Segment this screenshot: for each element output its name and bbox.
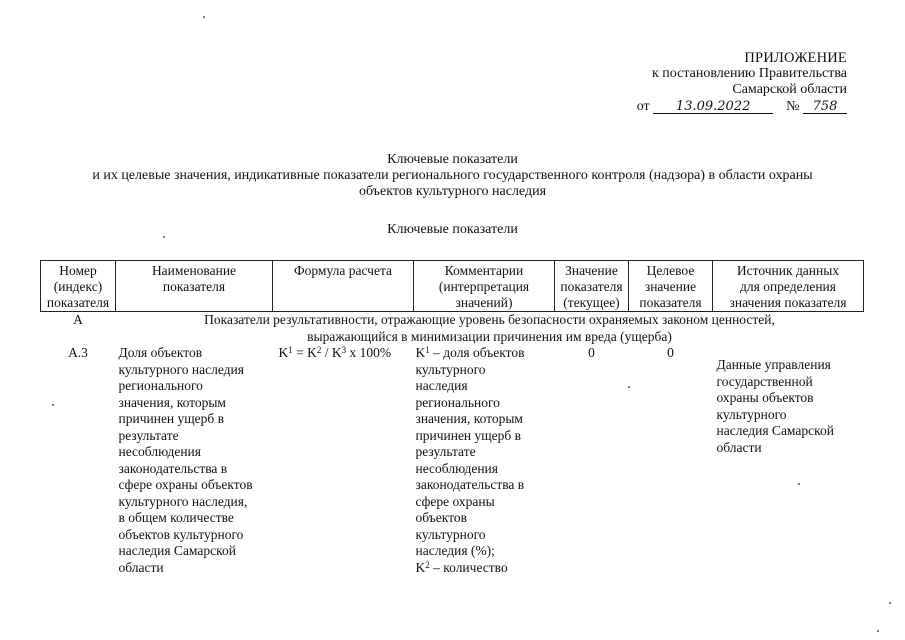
row-code: А.3	[68, 345, 88, 360]
category-text: Показатели результативности, отражающие уровень безопасности охраняемых законом ценностей, выражающийся в минимизации причинения им вреда (ущерба)	[204, 312, 775, 344]
table-header-row	[41, 261, 864, 312]
scan-speck	[798, 483, 800, 485]
document-title	[40, 152, 865, 200]
row-comment: $K^1$ – доля объектов культурного наследия регионального значения, которым причинен ущерб в результате несоблюдения законодательства в сфере охраны объектов культурного наследия (%); $K^2$ – количество	[415, 345, 525, 575]
row-target-value: 0	[667, 345, 674, 360]
row-current-value: 0	[588, 345, 595, 360]
scan-speck	[628, 386, 630, 388]
number-value: 758	[803, 100, 847, 114]
scan-speck	[889, 602, 891, 604]
scan-speck	[203, 16, 205, 18]
title-line-1: Ключевые показатели	[387, 152, 518, 167]
header-number: Номер (индекс) показателя	[41, 261, 116, 312]
category-code: А	[73, 312, 83, 327]
header-target-value: Целевое значение показателя	[629, 261, 713, 312]
header-current-value: Значение показателя (текущее)	[555, 261, 629, 312]
category-row	[41, 312, 864, 346]
header-name: Наименование показателя	[116, 261, 273, 312]
header-comment: Комментарии (интерпретация значений)	[414, 261, 555, 312]
scan-speck	[163, 236, 165, 238]
appendix-date-line	[637, 99, 847, 115]
appendix-line-1: к постановлению Правительства	[651, 66, 847, 81]
table-row	[41, 345, 864, 576]
title-line-2: и их целевые значения, индикативные показатели регионального государственного контроля (надзора) в области охраны	[92, 168, 813, 183]
number-prefix: №	[786, 99, 800, 114]
appendix-title: ПРИЛОЖЕНИЕ	[744, 50, 847, 66]
title-line-3: объектов культурного наследия	[358, 184, 547, 199]
row-name: Доля объектов культурного наследия регионального значения, которым причинен ущерб в результате несоблюдения законодательства в сфере охраны объектов культурного наследия, в общем количестве объектов культурного наследия Самарской области	[118, 345, 253, 575]
scan-speck	[52, 404, 54, 406]
row-data-source: Данные управления государственной охраны объектов культурного наследия Самарской области	[716, 357, 834, 455]
header-formula: Формула расчета	[273, 261, 414, 312]
date-prefix: от	[636, 99, 650, 114]
row-formula: $K^1 = K^2 / K^3$ x 100%	[278, 345, 392, 360]
appendix-line-2: Самарской области	[732, 82, 847, 97]
appendix-block	[637, 50, 847, 115]
date-value: 13.09.2022	[653, 100, 773, 114]
section-title: Ключевые показатели	[387, 222, 518, 237]
key-indicators-table	[40, 260, 864, 576]
header-data-source: Источник данных для определения значения показателя	[713, 261, 864, 312]
scan-speck	[877, 630, 879, 632]
